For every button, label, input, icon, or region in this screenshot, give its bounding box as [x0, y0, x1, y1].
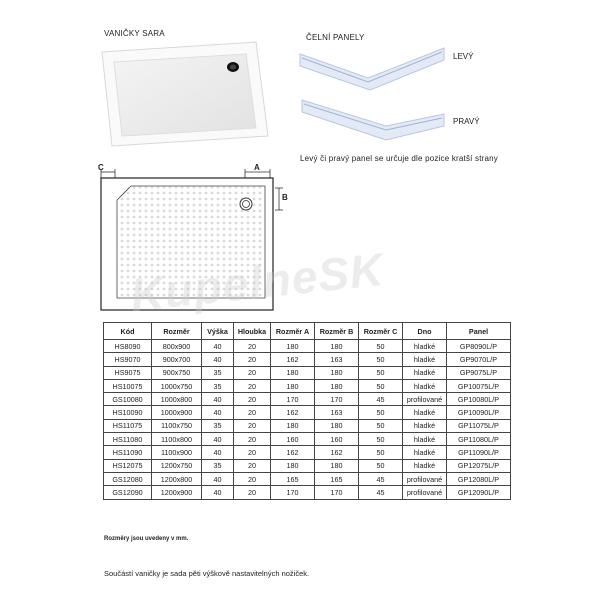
table-row [104, 486, 511, 499]
column-header: Výška [202, 323, 234, 340]
table-cell: 160 [271, 433, 315, 446]
table-cell: 40 [202, 446, 234, 459]
table-cell: 50 [359, 446, 403, 459]
table-cell: hladké [403, 406, 447, 419]
table-body [104, 340, 511, 500]
table-cell: GP12080L/P [447, 472, 511, 485]
table-cell: GP12090L/P [447, 486, 511, 499]
table-cell: 40 [202, 393, 234, 406]
table-row [104, 406, 511, 419]
column-header: Rozměr B [315, 323, 359, 340]
table-cell: 45 [359, 393, 403, 406]
table-row [104, 472, 511, 485]
table-cell: HS11090 [104, 446, 152, 459]
table-cell: GP10075L/P [447, 379, 511, 392]
table-cell: 35 [202, 366, 234, 379]
table-cell: GP11080L/P [447, 433, 511, 446]
table-cell: 162 [271, 353, 315, 366]
table-cell: HS11075 [104, 419, 152, 432]
table-cell: GP10090L/P [447, 406, 511, 419]
table-cell: 900x750 [152, 366, 202, 379]
table-cell: 20 [234, 446, 271, 459]
table-cell: 40 [202, 340, 234, 353]
column-header: Rozměr A [271, 323, 315, 340]
table-cell: HS10075 [104, 379, 152, 392]
table-cell: GP9070L/P [447, 353, 511, 366]
table-cell: 1000x800 [152, 393, 202, 406]
table-cell: 20 [234, 379, 271, 392]
column-header: Panel [447, 323, 511, 340]
table-row [104, 379, 511, 392]
table-cell: 35 [202, 459, 234, 472]
table-cell: hladké [403, 433, 447, 446]
table-row [104, 459, 511, 472]
table-cell: 50 [359, 406, 403, 419]
table-cell: 20 [234, 486, 271, 499]
table-cell: profilované [403, 393, 447, 406]
table-cell: 162 [271, 406, 315, 419]
table-cell: GP12075L/P [447, 459, 511, 472]
table-cell: 50 [359, 353, 403, 366]
table-cell: hladké [403, 379, 447, 392]
table-cell: 35 [202, 379, 234, 392]
table-cell: GP8090L/P [447, 340, 511, 353]
table-row [104, 366, 511, 379]
table-cell: 50 [359, 366, 403, 379]
left-panel-label: LEVÝ [453, 52, 474, 61]
table-cell: HS8090 [104, 340, 152, 353]
table-cell: 20 [234, 340, 271, 353]
table-cell: 165 [315, 472, 359, 485]
table-cell: hladké [403, 366, 447, 379]
table-cell: 45 [359, 472, 403, 485]
table-cell: 40 [202, 353, 234, 366]
table-row [104, 340, 511, 353]
table-cell: hladké [403, 459, 447, 472]
table-cell: 20 [234, 366, 271, 379]
spec-table [103, 322, 511, 500]
table-row [104, 446, 511, 459]
table-cell: 162 [271, 446, 315, 459]
table-row [104, 419, 511, 432]
column-header: Kód [104, 323, 152, 340]
table-cell: 50 [359, 340, 403, 353]
table-cell: 50 [359, 379, 403, 392]
table-header-row [104, 323, 511, 340]
table-row [104, 353, 511, 366]
table-cell: 1100x900 [152, 446, 202, 459]
table-cell: 180 [315, 379, 359, 392]
table-cell: 180 [315, 419, 359, 432]
table-cell: 1000x900 [152, 406, 202, 419]
table-cell: 1100x800 [152, 433, 202, 446]
column-header: Rozměr [152, 323, 202, 340]
table-cell: 900x700 [152, 353, 202, 366]
tray-title: VANIČKY SARA [104, 29, 165, 38]
dimension-a-label: A [254, 163, 260, 172]
table-cell: 170 [271, 486, 315, 499]
watermark: KupelneSK [127, 242, 387, 322]
table-cell: 1200x900 [152, 486, 202, 499]
table-cell: 180 [271, 459, 315, 472]
table-cell: 40 [202, 406, 234, 419]
right-panel-image [298, 96, 448, 144]
table-cell: 40 [202, 472, 234, 485]
table-cell: 1000x750 [152, 379, 202, 392]
right-panel-label: PRAVÝ [453, 117, 480, 126]
column-header: Hloubka [234, 323, 271, 340]
dimension-c-label: C [98, 163, 104, 172]
table-cell: HS10090 [104, 406, 152, 419]
table-cell: 20 [234, 353, 271, 366]
table-cell: hladké [403, 419, 447, 432]
table-cell: 180 [271, 340, 315, 353]
table-cell: GS12080 [104, 472, 152, 485]
dimension-b-label: B [282, 193, 288, 202]
table-cell: 165 [271, 472, 315, 485]
table-cell: 20 [234, 406, 271, 419]
table-cell: 170 [271, 393, 315, 406]
table-cell: GS10080 [104, 393, 152, 406]
table-cell: 180 [271, 419, 315, 432]
table-cell: 50 [359, 459, 403, 472]
table-cell: 800x900 [152, 340, 202, 353]
table-cell: 180 [271, 366, 315, 379]
table-cell: 50 [359, 433, 403, 446]
table-cell: 50 [359, 419, 403, 432]
table-cell: 180 [315, 366, 359, 379]
table-cell: hladké [403, 353, 447, 366]
left-panel-image [298, 44, 448, 96]
table-cell: 20 [234, 472, 271, 485]
table-cell: hladké [403, 446, 447, 459]
table-cell: 180 [271, 379, 315, 392]
table-cell: 35 [202, 419, 234, 432]
table-cell: GP11075L/P [447, 419, 511, 432]
table-cell: 163 [315, 406, 359, 419]
table-cell: 40 [202, 433, 234, 446]
table-cell: GS12090 [104, 486, 152, 499]
table-row [104, 433, 511, 446]
table-cell: 170 [315, 486, 359, 499]
bottom-note: Součástí vaničky je sada pěti výškově nastavitelných nožiček. [104, 569, 310, 578]
table-cell: 20 [234, 393, 271, 406]
table-cell: HS9070 [104, 353, 152, 366]
footnote: Rozměry jsou uvedeny v mm. [104, 536, 189, 542]
table-cell: 20 [234, 419, 271, 432]
table-cell: GP9075L/P [447, 366, 511, 379]
table-cell: 170 [315, 393, 359, 406]
table-cell: HS9075 [104, 366, 152, 379]
panels-title: ČELNÍ PANELY [306, 33, 365, 42]
tray-photo [100, 40, 270, 148]
table-cell: profilované [403, 472, 447, 485]
table-cell: 20 [234, 433, 271, 446]
table-row [104, 393, 511, 406]
table-cell: 1100x750 [152, 419, 202, 432]
table-cell: HS11080 [104, 433, 152, 446]
table-cell: GP11090L/P [447, 446, 511, 459]
column-header: Rozměr C [359, 323, 403, 340]
table-cell: GP10080L/P [447, 393, 511, 406]
table-cell: HS12075 [104, 459, 152, 472]
table-cell: 180 [315, 459, 359, 472]
table-cell: 1200x750 [152, 459, 202, 472]
table-cell: 45 [359, 486, 403, 499]
column-header: Dno [403, 323, 447, 340]
table-cell: profilované [403, 486, 447, 499]
table-cell: hladké [403, 340, 447, 353]
table-cell: 40 [202, 486, 234, 499]
table-cell: 162 [315, 446, 359, 459]
table-cell: 160 [315, 433, 359, 446]
table-cell: 1200x800 [152, 472, 202, 485]
panel-note: Levý či pravý panel se určuje dle pozice kratší strany [300, 154, 498, 163]
table-cell: 180 [315, 340, 359, 353]
table-cell: 20 [234, 459, 271, 472]
table-cell: 163 [315, 353, 359, 366]
